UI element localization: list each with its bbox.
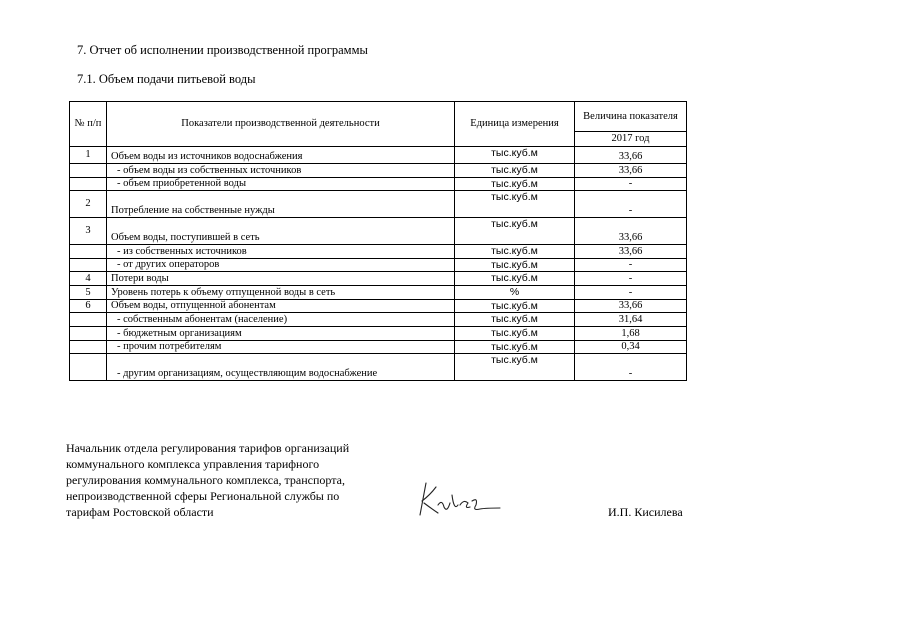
table-row [70,191,687,218]
table-row [70,313,687,327]
row-number [70,178,107,191]
handwritten-signature [414,475,504,520]
position-line: непроизводственной сферы Региональной службы по [66,489,340,503]
row-unit: тыс.куб.м [455,164,575,178]
table-row [70,300,687,313]
row-unit: тыс.куб.м [455,147,575,164]
row-unit: тыс.куб.м [455,341,575,354]
row-unit: % [455,286,575,300]
position-line: регулирования коммунального комплекса, транспорта, [66,473,345,487]
position-line: Начальник отдела регулирования тарифов организаций [66,441,350,455]
row-value: - [575,259,687,272]
position-line: коммунального комплекса управления тарифного [66,457,320,471]
row-indicator: - из собственных источников [107,245,455,259]
row-indicator: - другим организациям, осуществляющим водоснабжение [107,354,455,381]
row-unit: тыс.куб.м [455,272,575,286]
table-row [70,341,687,354]
row-unit: тыс.куб.м [455,300,575,313]
row-value: - [575,354,687,381]
row-number [70,259,107,272]
header-indicator: Показатели производственной деятельности [107,102,455,147]
row-unit: тыс.куб.м [455,191,575,218]
table-row [70,164,687,178]
table-row [70,327,687,341]
row-indicator: - собственным абонентам (население) [107,313,455,327]
header-value-group: Величина показателя [575,102,687,132]
row-unit: тыс.куб.м [455,245,575,259]
row-unit: тыс.куб.м [455,259,575,272]
table-row [70,272,687,286]
row-indicator: Потери воды [107,272,455,286]
section-title: 7. Отчет об исполнении производственной программы [77,43,368,57]
row-value: - [575,178,687,191]
row-indicator: Объем воды, отпущенной абонентам [107,300,455,313]
row-indicator: - бюджетным организациям [107,327,455,341]
row-value: 1,68 [575,327,687,341]
position-line: тарифам Ростовской области [66,505,214,519]
row-unit: тыс.куб.м [455,313,575,327]
row-unit: тыс.куб.м [455,178,575,191]
header-year: 2017 год [575,132,687,147]
table-row [70,354,687,381]
row-value: - [575,191,687,218]
table-row [70,245,687,259]
row-value: - [575,272,687,286]
row-indicator: Потребление на собственные нужды [107,191,455,218]
signer-name: И.П. Кисилева [608,505,683,519]
row-number [70,327,107,341]
row-indicator: Уровень потерь к объему отпущенной воды в сеть [107,286,455,300]
row-unit: тыс.куб.м [455,327,575,341]
signature-position [66,440,386,520]
row-indicator: - от других операторов [107,259,455,272]
row-unit: тыс.куб.м [455,218,575,245]
row-value: 33,66 [575,218,687,245]
table-row [70,259,687,272]
table-row [70,147,687,164]
table-body [70,147,687,381]
table-row [70,178,687,191]
row-number [70,354,107,381]
row-number: 6 [70,300,107,313]
row-number: 3 [70,218,107,245]
row-indicator: - объем приобретенной воды [107,178,455,191]
subsection-title: 7.1. Объем подачи питьевой воды [77,72,256,86]
row-indicator: Объем воды из источников водоснабжения [107,147,455,164]
row-number: 2 [70,191,107,218]
row-indicator: - объем воды из собственных источников [107,164,455,178]
row-value: 33,66 [575,164,687,178]
row-number [70,245,107,259]
water-supply-table [69,101,687,381]
row-indicator: Объем воды, поступившей в сеть [107,218,455,245]
row-number [70,313,107,327]
table-row [70,218,687,245]
row-number: 4 [70,272,107,286]
row-number: 1 [70,147,107,164]
row-value: - [575,286,687,300]
row-value: 33,66 [575,300,687,313]
row-number [70,341,107,354]
header-unit: Единица измерения [455,102,575,147]
row-value: 33,66 [575,245,687,259]
row-value: 31,64 [575,313,687,327]
row-value: 0,34 [575,341,687,354]
row-number: 5 [70,286,107,300]
row-unit: тыс.куб.м [455,354,575,381]
header-num: № п/п [70,102,107,147]
row-value: 33,66 [575,147,687,164]
table-row [70,286,687,300]
row-number [70,164,107,178]
row-indicator: - прочим потребителям [107,341,455,354]
